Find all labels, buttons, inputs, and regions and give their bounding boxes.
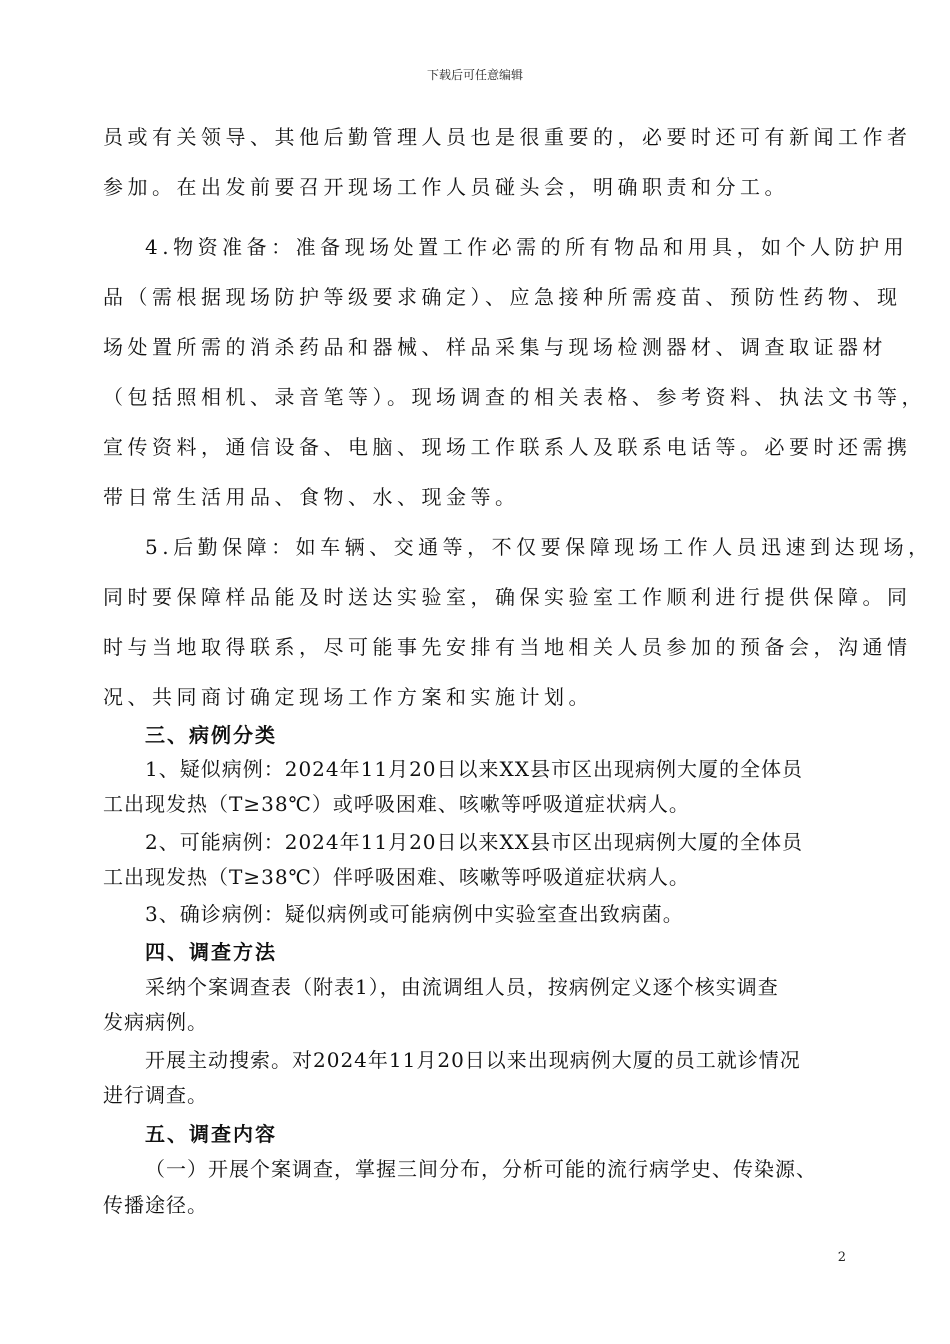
paragraph-line: 开展主动搜索。对2024年11月20日以来出现病例大厦的员工就诊情况 xyxy=(145,1048,801,1072)
paragraph-line: 场处置所需的消杀药品和器械、样品采集与现场检测器材、调查取证器材 xyxy=(103,335,887,359)
paragraph-line: 时与当地取得联系，尽可能事先安排有当地相关人员参加的预备会，沟通情 xyxy=(103,635,912,659)
section-heading: 四、调查方法 xyxy=(145,940,277,964)
paragraph-line: 参加。在出发前要召开现场工作人员碰头会，明确职责和分工。 xyxy=(103,175,789,199)
paragraph-line: 1、疑似病例：2024年11月20日以来XX县市区出现病例大厦的全体员 xyxy=(145,757,803,781)
paragraph-line: 工出现发热（T≥38℃）伴呼吸困难、咳嗽等呼吸道症状病人。 xyxy=(103,865,690,889)
page-header: 下载后可任意编辑 xyxy=(426,68,523,82)
paragraph-line: （一）开展个案调查，掌握三间分布，分析可能的流行病学史、传染源、 xyxy=(145,1157,817,1181)
paragraph-line: 5.后勤保障：如车辆、交通等，不仅要保障现场工作人员迅速到达现场， xyxy=(145,535,933,559)
section-heading: 五、调查内容 xyxy=(145,1122,277,1146)
paragraph-line: 发病病例。 xyxy=(103,1010,208,1034)
paragraph-line: 传播途径。 xyxy=(103,1193,208,1217)
paragraph-line: 带日常生活用品、食物、水、现金等。 xyxy=(103,485,520,509)
paragraph-line: 2、可能病例：2024年11月20日以来XX县市区出现病例大厦的全体员 xyxy=(145,830,803,854)
paragraph-line: 3、确诊病例：疑似病例或可能病例中实验室查出致病菌。 xyxy=(145,902,684,926)
paragraph-line: 况、共同商讨确定现场工作方案和实施计划。 xyxy=(103,685,593,709)
section-heading: 三、病例分类 xyxy=(145,723,277,747)
page-number: 2 xyxy=(837,1250,846,1265)
paragraph-line: 进行调查。 xyxy=(103,1083,208,1107)
paragraph-line: 4.物资准备：准备现场处置工作必需的所有物品和用具，如个人防护用 xyxy=(145,235,909,259)
paragraph-line: （包括照相机、录音笔等）。现场调查的相关表格、参考资料、执法文书等， xyxy=(103,385,926,409)
paragraph-line: 员或有关领导、其他后勤管理人员也是很重要的，必要时还可有新闻工作者 xyxy=(103,125,912,149)
paragraph-line: 宣传资料，通信设备、电脑、现场工作联系人及联系电话等。必要时还需携 xyxy=(103,435,912,459)
paragraph-line: 采纳个案调查表（附表1），由流调组人员，按病例定义逐个核实调查 xyxy=(145,975,779,999)
paragraph-line: 同时要保障样品能及时送达实验室，确保实验室工作顺利进行提供保障。同 xyxy=(103,585,912,609)
paragraph-line: 工出现发热（T≥38℃）或呼吸困难、咳嗽等呼吸道症状病人。 xyxy=(103,792,690,816)
paragraph-line: 品（需根据现场防护等级要求确定）、应急接种所需疫苗、预防性药物、现 xyxy=(103,285,902,309)
